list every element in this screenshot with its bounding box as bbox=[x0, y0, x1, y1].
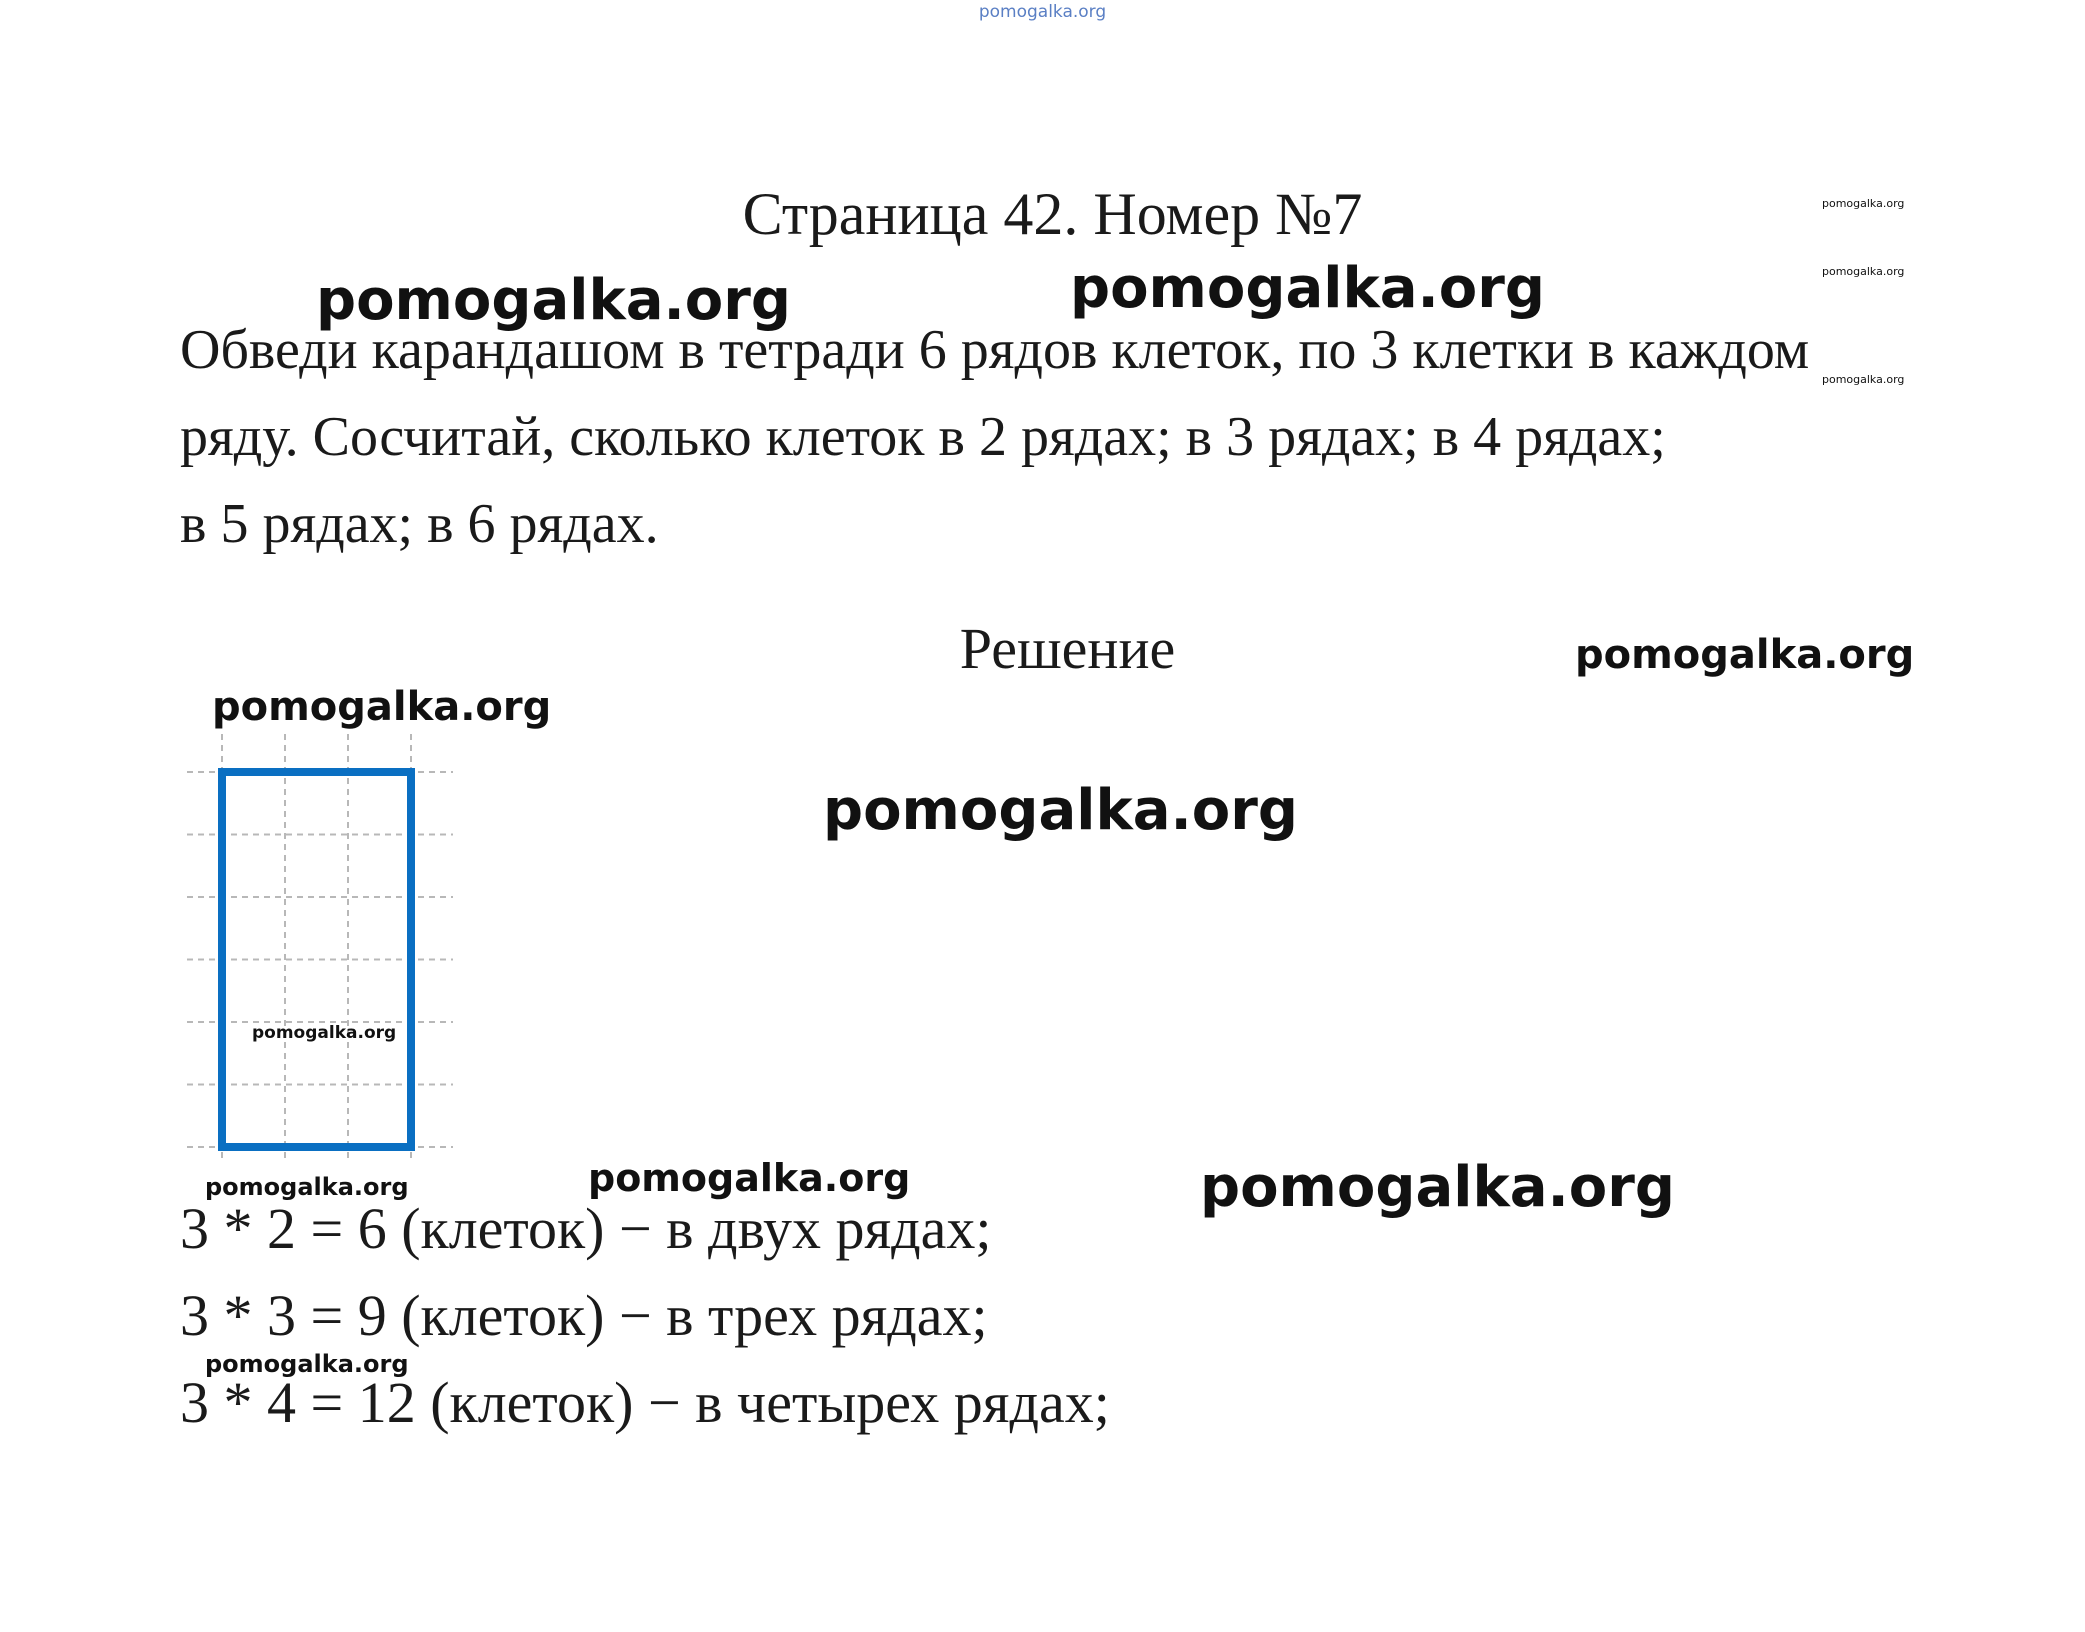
watermark: pomogalka.org bbox=[588, 1156, 911, 1200]
task-line-3: в 5 рядах; в 6 рядах. bbox=[180, 493, 659, 555]
watermark: pomogalka.org bbox=[1070, 256, 1545, 321]
traced-outline bbox=[222, 772, 411, 1147]
solution-line-2: 3 * 3 = 9 (клеток) − в трех рядах; bbox=[180, 1283, 988, 1348]
watermark: pomogalka.org bbox=[1575, 632, 1915, 678]
top-watermark: pomogalka.org bbox=[978, 2, 1107, 22]
watermark: pomogalka.org bbox=[1822, 373, 1905, 386]
watermark: pomogalka.org bbox=[316, 268, 791, 333]
page-title: Страница 42. Номер №7 bbox=[742, 181, 1363, 247]
notebook-grid-figure bbox=[183, 730, 463, 1160]
watermark: pomogalka.org bbox=[1200, 1155, 1675, 1220]
solution-heading: Решение bbox=[959, 616, 1176, 681]
watermark: pomogalka.org bbox=[823, 778, 1298, 843]
solution-line-1: 3 * 2 = 6 (клеток) − в двух рядах; bbox=[180, 1196, 992, 1261]
watermark: pomogalka.org bbox=[212, 684, 552, 730]
watermark: pomogalka.org bbox=[1822, 265, 1905, 278]
watermark: pomogalka.org bbox=[205, 1173, 409, 1201]
task-line-1: Обведи карандашом в тетради 6 рядов клеток, по 3 клетки в каждом bbox=[180, 319, 1810, 381]
task-line-2: ряду. Сосчитай, сколько клеток в 2 рядах; в 3 рядах; в 4 рядах; bbox=[180, 406, 1666, 468]
watermark: pomogalka.org bbox=[1822, 197, 1905, 210]
watermark: pomogalka.org bbox=[252, 1023, 397, 1043]
watermark: pomogalka.org bbox=[205, 1350, 409, 1378]
solution-line-3: 3 * 4 = 12 (клеток) − в четырех рядах; bbox=[180, 1370, 1110, 1435]
